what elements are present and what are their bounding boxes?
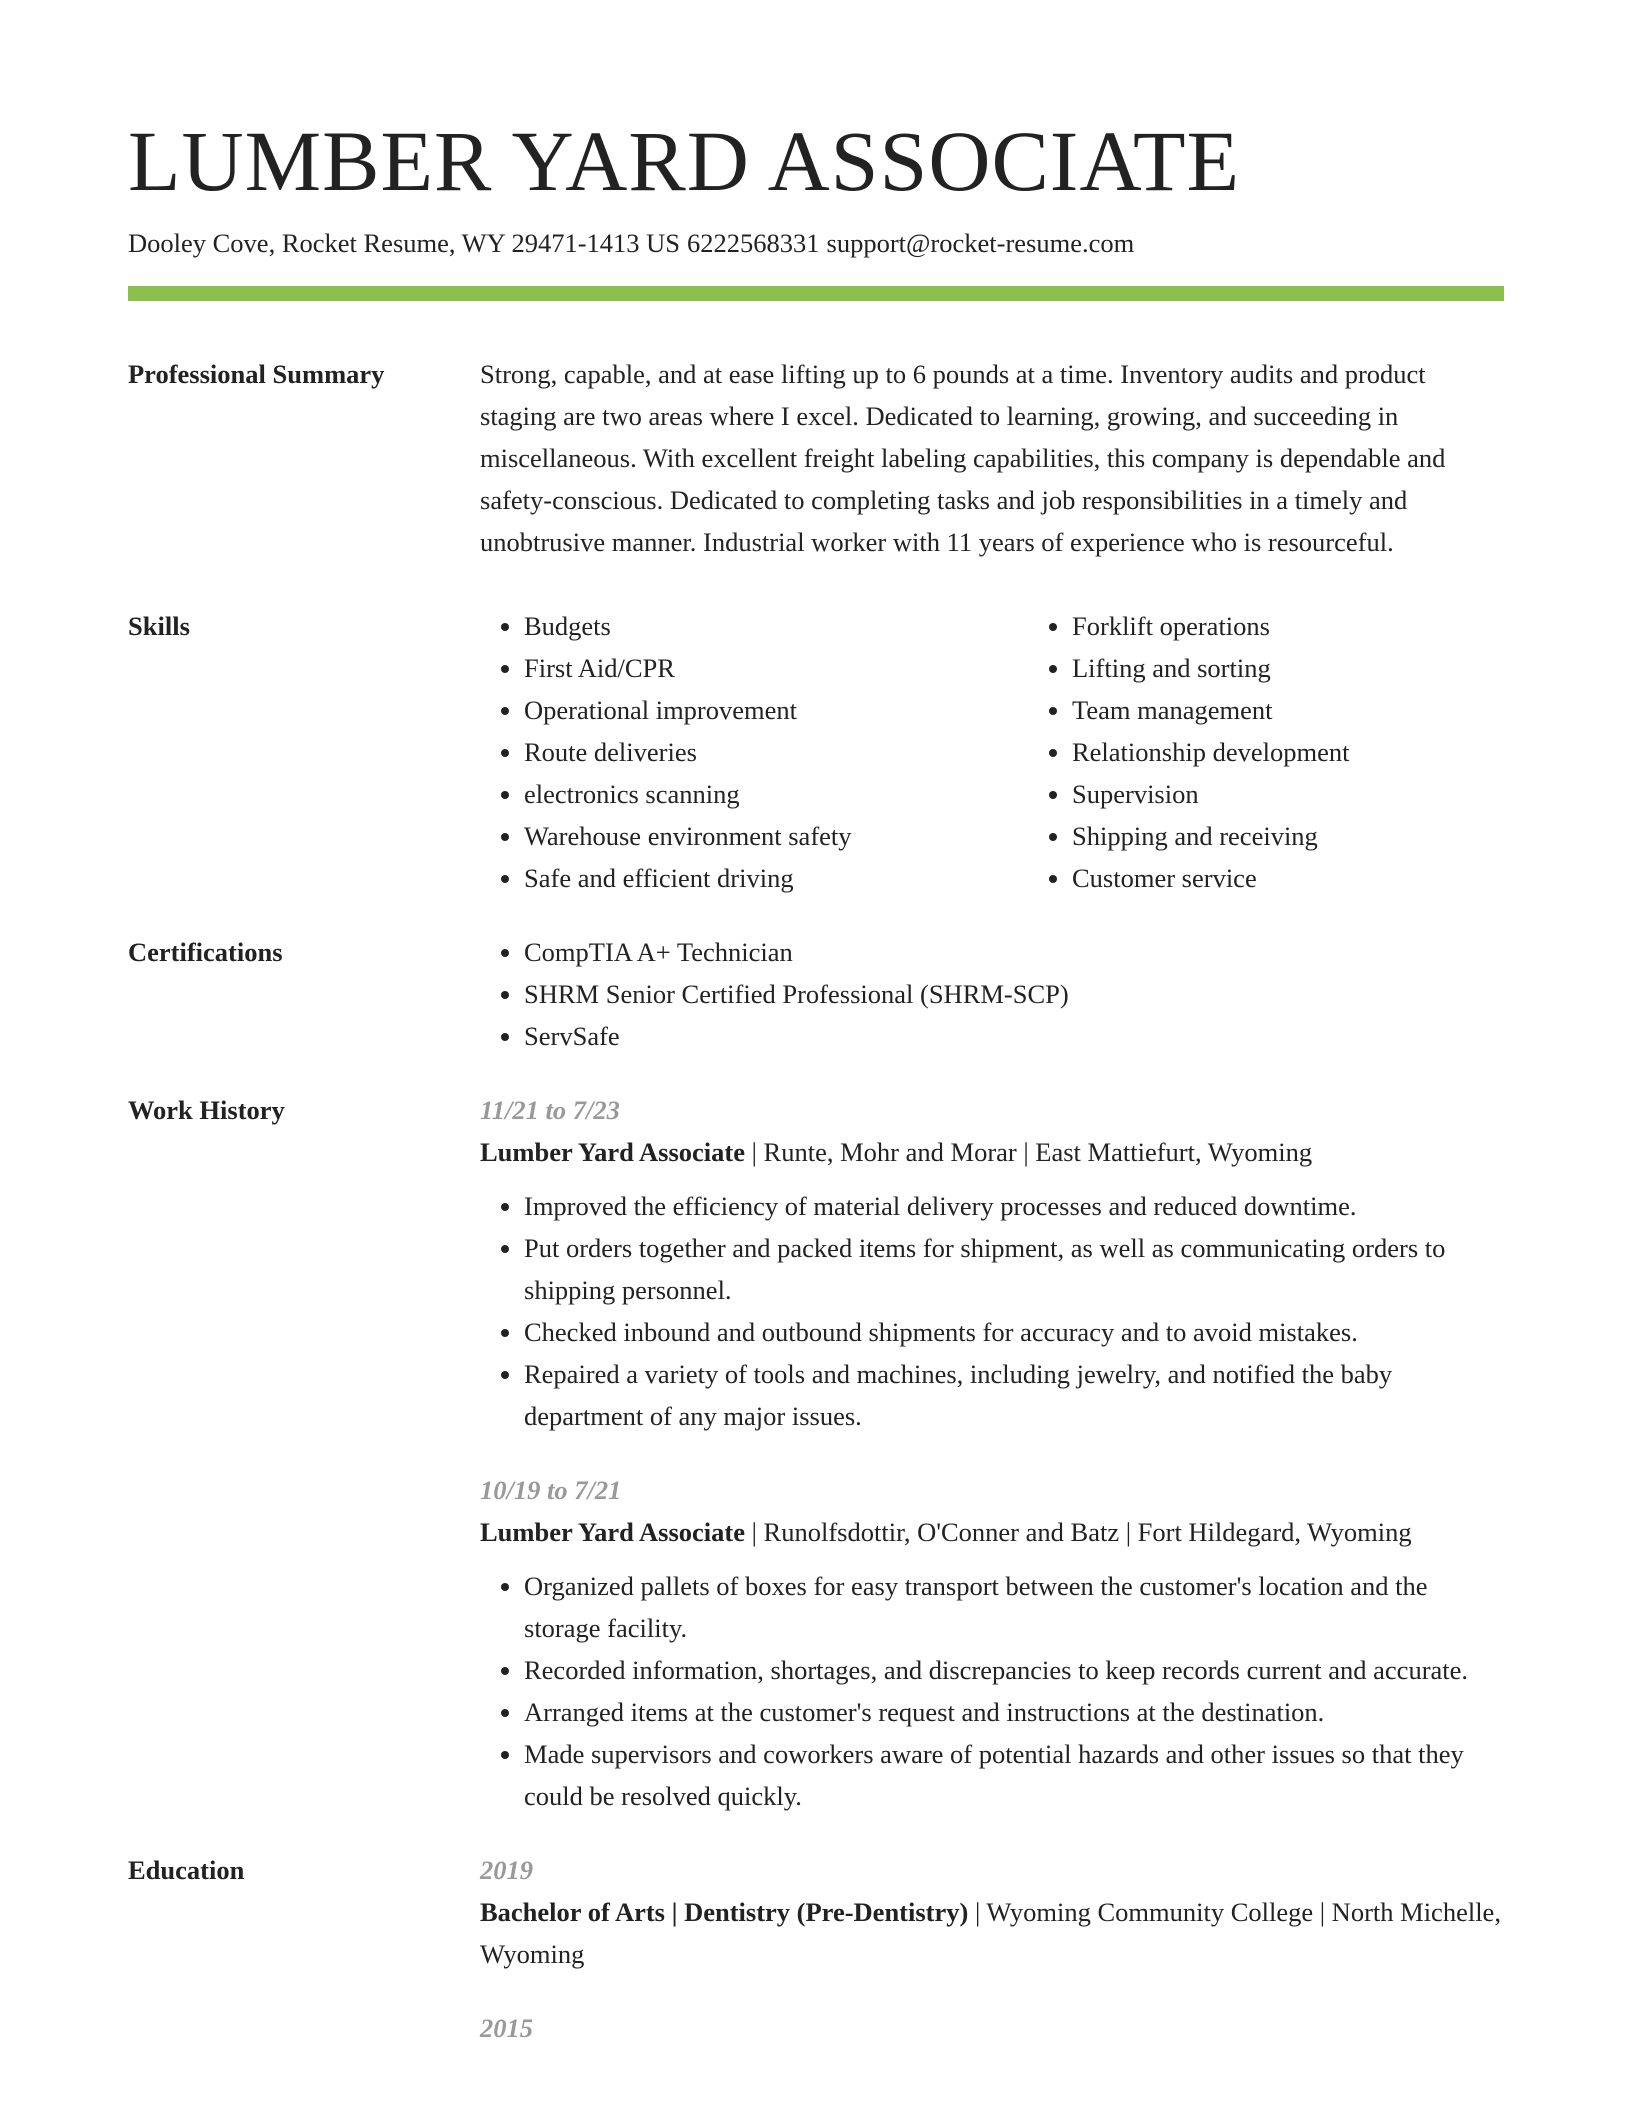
job-title: Lumber Yard Associate: [480, 1137, 745, 1167]
skills-section: [128, 605, 1504, 899]
contact-email: support@rocket-resume.com: [826, 228, 1135, 258]
education-year: 2019: [480, 1855, 533, 1885]
contact-line: [128, 228, 1504, 260]
education-year: 2015: [480, 2013, 533, 2043]
skill-item: • Route deliveries: [524, 731, 1028, 773]
education-entry: [480, 1849, 1504, 1975]
job-bullet: • Organized pallets of boxes for easy transport between the customer's location and the storage facility.: [524, 1565, 1504, 1649]
job-entry: [480, 1469, 1504, 1817]
job-bullets: [480, 1565, 1504, 1817]
contact-phone: 6222568331: [687, 228, 820, 258]
header-divider: [128, 286, 1504, 301]
skill-item: • First Aid/CPR: [524, 647, 1028, 689]
job-dates: 10/19 to 7/21: [480, 1475, 622, 1505]
job-dates: 11/21 to 7/23: [480, 1095, 620, 1125]
education-section: [128, 1849, 1504, 2049]
job-bullet: • Put orders together and packed items for shipment, as well as communicating orders to shipping personnel.: [524, 1227, 1504, 1311]
skill-item: • electronics scanning: [524, 773, 1028, 815]
job-bullet: • Made supervisors and coworkers aware of potential hazards and other issues so that they could be resolved quickly.: [524, 1733, 1504, 1817]
job-bullet: • Repaired a variety of tools and machines, including jewelry, and notified the baby department of any major issues.: [524, 1353, 1504, 1437]
contact-address: Dooley Cove, Rocket Resume, WY 29471-1413 US: [128, 228, 681, 258]
job-bullet: • Arranged items at the customer's request and instructions at the destination.: [524, 1691, 1504, 1733]
job-details: | Runte, Mohr and Morar | East Mattiefurt, Wyoming: [745, 1137, 1313, 1167]
resume-header: [128, 113, 1504, 260]
skills-list-left: [480, 605, 1028, 899]
certifications-section: [128, 931, 1504, 1057]
education-degree: Bachelor of Arts | Dentistry (Pre-Dentistry): [480, 1897, 969, 1927]
skills-list-right: [1028, 605, 1576, 899]
work-section: [128, 1089, 1504, 1817]
skill-item: • Relationship development: [1072, 731, 1576, 773]
education-details: | Wyoming Community College | North Michelle, Wyoming: [480, 1897, 1501, 1969]
skill-item: • Safe and efficient driving: [524, 857, 1028, 899]
skill-item: • Supervision: [1072, 773, 1576, 815]
job-details: | Runolfsdottir, O'Conner and Batz | Fort Hildegard, Wyoming: [745, 1517, 1412, 1547]
section-label-summary: Professional Summary: [128, 359, 385, 389]
job-bullet: • Improved the efficiency of material delivery processes and reduced downtime.: [524, 1185, 1504, 1227]
skill-item: • Forklift operations: [1072, 605, 1576, 647]
skill-item: • Warehouse environment safety: [524, 815, 1028, 857]
education-heading: [480, 1891, 1504, 1975]
section-label-education: Education: [128, 1855, 245, 1885]
certification-item: • CompTIA A+ Technician: [524, 931, 1504, 973]
job-entry: [480, 1089, 1504, 1437]
certification-item: • SHRM Senior Certified Professional (SHRM-SCP): [524, 973, 1504, 1015]
certification-item: • ServSafe: [524, 1015, 1504, 1057]
section-label-skills: Skills: [128, 611, 190, 641]
skill-item: • Lifting and sorting: [1072, 647, 1576, 689]
summary-section: [128, 353, 1504, 563]
job-heading: [480, 1131, 1504, 1173]
job-bullet: • Recorded information, shortages, and discrepancies to keep records current and accurate.: [524, 1649, 1504, 1691]
skill-item: • Team management: [1072, 689, 1576, 731]
section-label-work: Work History: [128, 1095, 285, 1125]
skill-item: • Operational improvement: [524, 689, 1028, 731]
section-label-certifications: Certifications: [128, 937, 283, 967]
resume-content: [128, 353, 1504, 2049]
job-bullet: • Checked inbound and outbound shipments for accuracy and to avoid mistakes.: [524, 1311, 1504, 1353]
skill-item: • Budgets: [524, 605, 1028, 647]
skill-item: • Shipping and receiving: [1072, 815, 1576, 857]
summary-text: Strong, capable, and at ease lifting up to 6 pounds at a time. Inventory audits and product staging are two areas where I excel. Dedicated to learning, growing, and succeeding in miscellaneous. With excellent freight labeling capabilities, this company is dependable and safety-conscious. Dedicated to completing tasks and job responsibilities in a timely and unobtrusive manner. Industrial worker with 11 years of experience who is resourceful.: [480, 359, 1446, 557]
education-entry: [480, 2007, 1504, 2049]
job-heading: [480, 1511, 1504, 1553]
resume-name: LUMBER YARD ASSOCIATE: [128, 113, 1241, 209]
certifications-list: [480, 931, 1504, 1057]
skill-item: • Customer service: [1072, 857, 1576, 899]
job-title: Lumber Yard Associate: [480, 1517, 745, 1547]
job-bullets: [480, 1185, 1504, 1437]
